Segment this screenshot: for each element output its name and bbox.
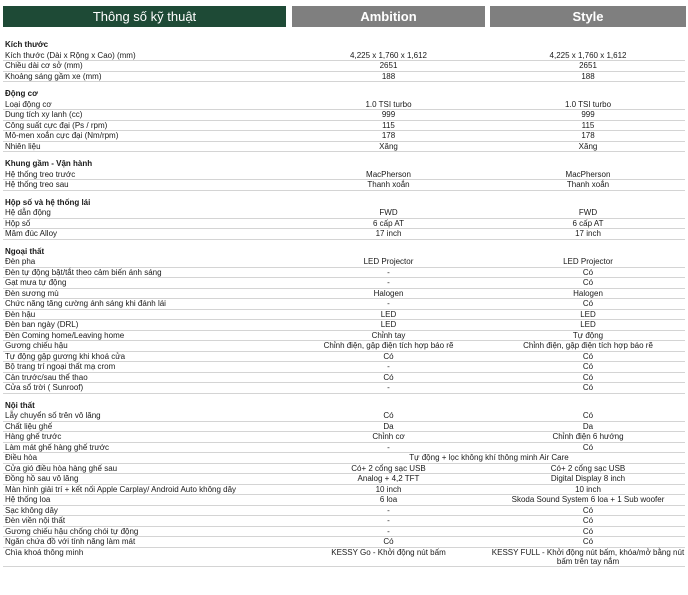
section-title: Kích thước (5, 40, 49, 49)
spec-label: Chất liệu ghế (5, 421, 53, 431)
spec-label: Đồng hồ sau vô lăng (5, 474, 79, 483)
spec-label: Dung tích xy lanh (cc) (5, 110, 83, 119)
spec-row (0, 464, 688, 475)
spec-label: Nhiên liệu (5, 141, 41, 151)
spec-label: Đèn Coming home/Leaving home (5, 330, 125, 340)
ambition-column-header: Ambition (292, 6, 485, 27)
spec-row (0, 548, 688, 567)
style-value: Có (582, 351, 594, 361)
ambition-value: - (387, 526, 390, 536)
style-value: 17 inch (575, 229, 601, 238)
spec-row (0, 495, 688, 506)
style-value: Có (582, 505, 594, 515)
ambition-value: 6 cấp AT (373, 218, 404, 228)
spec-label: Hệ thống treo trước (5, 169, 76, 179)
style-value: 1.0 TSI turbo (564, 99, 612, 109)
spec-label: Cản trước/sau thể thao (5, 372, 88, 382)
spec-header: Thông số kỹ thuật (3, 6, 286, 27)
section-gap (0, 152, 688, 159)
ambition-value: Analog + 4,2 TFT (357, 474, 420, 483)
spec-label: Khoảng sáng gầm xe (mm) (5, 71, 102, 81)
style-value: 6 cấp AT (572, 218, 604, 228)
ambition-value: 1.0 TSI turbo (365, 99, 412, 109)
spec-row (0, 383, 688, 394)
style-value: Có (582, 278, 594, 287)
style-value: Có (582, 411, 594, 420)
style-value: Tự động (572, 330, 604, 340)
spec-row (0, 362, 688, 373)
section-title: Nội thất (5, 400, 35, 410)
ambition-value: Có (383, 351, 394, 361)
ambition-value: FWD (379, 208, 398, 217)
section-gap (0, 82, 688, 89)
spec-row (0, 61, 688, 72)
spec-row (0, 110, 688, 121)
spec-label: Hệ thống treo sau (5, 180, 69, 189)
spec-row (0, 289, 688, 300)
spec-row (0, 170, 688, 181)
spec-label: Bộ trang trí ngoại thất mạ crom (5, 362, 116, 371)
style-value: Da (582, 421, 594, 431)
spec-row (0, 443, 688, 454)
spec-label: Cửa sổ trời ( Sunroof) (5, 383, 84, 392)
spec-row (0, 219, 688, 230)
spec-label: Hệ thống loa (5, 495, 51, 504)
ambition-value: LED (380, 320, 397, 329)
spec-row (0, 278, 688, 289)
style-value: Chỉnh điện 6 hướng (552, 432, 624, 441)
spec-row (0, 208, 688, 219)
spec-label: Gương chiếu hậu (5, 341, 68, 350)
style-value: Xăng (578, 141, 598, 151)
ambition-value: 2651 (379, 61, 398, 70)
style-value: 999 (581, 110, 595, 119)
ambition-value: KESSY Go - Khởi động nút bấm (331, 547, 446, 557)
spec-row (0, 320, 688, 331)
ambition-value: - (387, 299, 390, 308)
style-value: Skoda Sound System 6 loa + 1 Sub woofer (511, 495, 665, 504)
ambition-value: - (387, 278, 390, 287)
ambition-value: LED (380, 309, 397, 319)
spec-label: Gương chiếu hậu chống chói tự động (5, 526, 139, 536)
spec-label: Công suất cực đại (Ps / rpm) (5, 120, 108, 130)
spec-row (0, 516, 688, 527)
spec-label: Lẫy chuyển số trên vô lăng (5, 411, 101, 420)
ambition-value: Chỉnh tay (371, 330, 406, 340)
spec-row (0, 527, 688, 538)
style-value: LED (580, 309, 596, 319)
spec-row (0, 268, 688, 279)
spec-row (0, 411, 688, 422)
style-value: Có (582, 372, 594, 382)
spec-row (0, 299, 688, 310)
spec-label: Làm mát ghế hàng ghế trước (5, 442, 109, 452)
ambition-value: 4,225 x 1,760 x 1,612 (350, 50, 427, 60)
spec-label: Sạc không dây (5, 505, 58, 515)
ambition-value: Halogen (373, 288, 404, 298)
ambition-value: LED Projector (363, 257, 414, 266)
spec-label: Đèn viền nội thất (5, 516, 66, 525)
spec-label: Hộp số (5, 218, 31, 228)
spec-row (0, 142, 688, 153)
spec-label: Chìa khoá thông minh (5, 547, 84, 557)
section-title: Ngoại thất (5, 246, 45, 256)
style-value: Chỉnh điện, gập điện tích hợp báo rẽ (523, 341, 653, 350)
section-title: Khung gầm - Vận hành (5, 159, 93, 168)
style-value: KESSY FULL - Khởi động nút bấm, khóa/mở bằng nút bấm trên tay nắm (491, 547, 685, 566)
ambition-value: 999 (381, 110, 396, 119)
ambition-value: 17 inch (375, 229, 402, 238)
style-value: 4,225 x 1,760 x 1,612 (549, 50, 627, 60)
section-gap (0, 191, 688, 198)
spec-row (0, 310, 688, 321)
ambition-value: - (387, 267, 390, 277)
spec-label: Đèn ban ngày (DRL) (5, 320, 79, 329)
style-value: 115 (581, 120, 595, 130)
ambition-value: 115 (382, 120, 395, 130)
spec-label: Mâm đúc Alloy (5, 229, 58, 238)
spec-row (0, 257, 688, 268)
spec-row (0, 506, 688, 517)
ambition-value: Da (383, 421, 394, 431)
ambition-value: Chỉnh cơ (372, 432, 405, 441)
spec-row (0, 422, 688, 433)
spec-row (0, 432, 688, 443)
ambition-value: - (387, 383, 390, 392)
ambition-value: 6 loa (379, 495, 398, 504)
spec-label: Chiều dài cơ sở (mm) (5, 61, 83, 70)
style-value: FWD (578, 208, 598, 217)
spec-row (0, 121, 688, 132)
spec-row (0, 352, 688, 363)
style-value: Có (582, 383, 594, 392)
spec-row (0, 537, 688, 548)
style-value: Có (582, 299, 594, 308)
spec-table (0, 40, 688, 567)
ambition-value: Có (383, 537, 394, 546)
style-value: 178 (581, 131, 595, 140)
spec-row (0, 100, 688, 111)
spec-row (0, 331, 688, 342)
style-value: 188 (581, 71, 595, 81)
spec-label: Kích thước (Dài x Rộng x Cao) (mm) (5, 50, 136, 60)
ambition-value: - (387, 516, 390, 525)
spec-row (0, 51, 688, 62)
section-gap (0, 394, 688, 401)
spec-row (0, 131, 688, 142)
ambition-value: Thanh xoắn (367, 180, 410, 189)
spec-row (0, 180, 688, 191)
spec-label: Cửa gió điều hòa hàng ghế sau (5, 463, 118, 473)
style-value: Có (582, 537, 594, 546)
spec-label: Chức năng tăng cường ánh sáng khi đánh lái (5, 299, 166, 308)
style-value: 10 inch (575, 484, 601, 494)
spec-label: Ngăn chứa đồ với tính năng làm mát (5, 537, 136, 546)
ambition-value: - (387, 362, 390, 371)
section-title: Hộp số và hệ thống lái (5, 197, 91, 207)
spec-row (0, 485, 688, 496)
ambition-value: Có+ 2 cổng sạc USB (351, 463, 426, 473)
section-gap (0, 240, 688, 247)
ambition-value: Chỉnh điện, gập điện tích hợp báo rẽ (323, 341, 454, 350)
style-value: Có (582, 267, 594, 277)
section-title: Động cơ (5, 89, 38, 98)
ambition-value: MacPherson (366, 169, 411, 179)
ambition-value: - (387, 442, 390, 452)
style-value: LED (580, 320, 596, 329)
spec-label: Mô-men xoắn cực đại (Nm/rpm) (5, 131, 119, 140)
ambition-value: 178 (381, 131, 396, 140)
style-value: Digital Display 8 inch (550, 474, 626, 483)
spec-row (0, 453, 688, 464)
ambition-value: 188 (381, 71, 396, 81)
style-value: 2651 (579, 61, 597, 70)
style-value: Có (582, 362, 594, 371)
spec-label: Điều hòa (5, 453, 38, 462)
spec-label: Đèn sương mù (5, 288, 59, 298)
style-value: Có+ 2 cổng sạc USB (550, 463, 626, 473)
spec-row (0, 373, 688, 384)
spec-row (0, 341, 688, 352)
spec-label: Hệ dẫn động (5, 208, 51, 217)
spec-label: Gạt mưa tự động (5, 278, 67, 287)
ambition-value: 10 inch (375, 484, 402, 494)
ambition-value: Có (383, 372, 394, 382)
style-value: Có (582, 516, 594, 525)
style-value: MacPherson (565, 169, 611, 179)
shared-value: Tự động + lọc không khí thông minh Air Care (409, 453, 569, 462)
style-value: Có (582, 526, 594, 536)
ambition-value: Xăng (379, 141, 398, 151)
spec-row (0, 474, 688, 485)
spec-label: Đèn pha (5, 257, 36, 266)
spec-label: Màn hình giải trí + kết nối Apple Carplay/ Android Auto không dây (5, 484, 237, 494)
style-value: Halogen (573, 288, 603, 298)
style-value: Có (582, 442, 594, 452)
ambition-value: Có (383, 411, 394, 420)
spec-row (0, 72, 688, 83)
spec-label: Hàng ghế trước (5, 432, 62, 441)
spec-label: Tự động gập gương khi khoá cửa (5, 351, 126, 361)
spec-row (0, 229, 688, 240)
spec-label: Đèn hậu (5, 309, 36, 319)
spec-label: Đèn tự động bật/tắt theo cảm biến ánh sáng (5, 267, 162, 277)
style-value: Thanh xoắn (566, 180, 610, 189)
ambition-value: - (387, 505, 390, 515)
style-value: LED Projector (563, 257, 613, 266)
spec-label: Loại động cơ (5, 99, 52, 109)
style-column-header: Style (490, 6, 686, 27)
